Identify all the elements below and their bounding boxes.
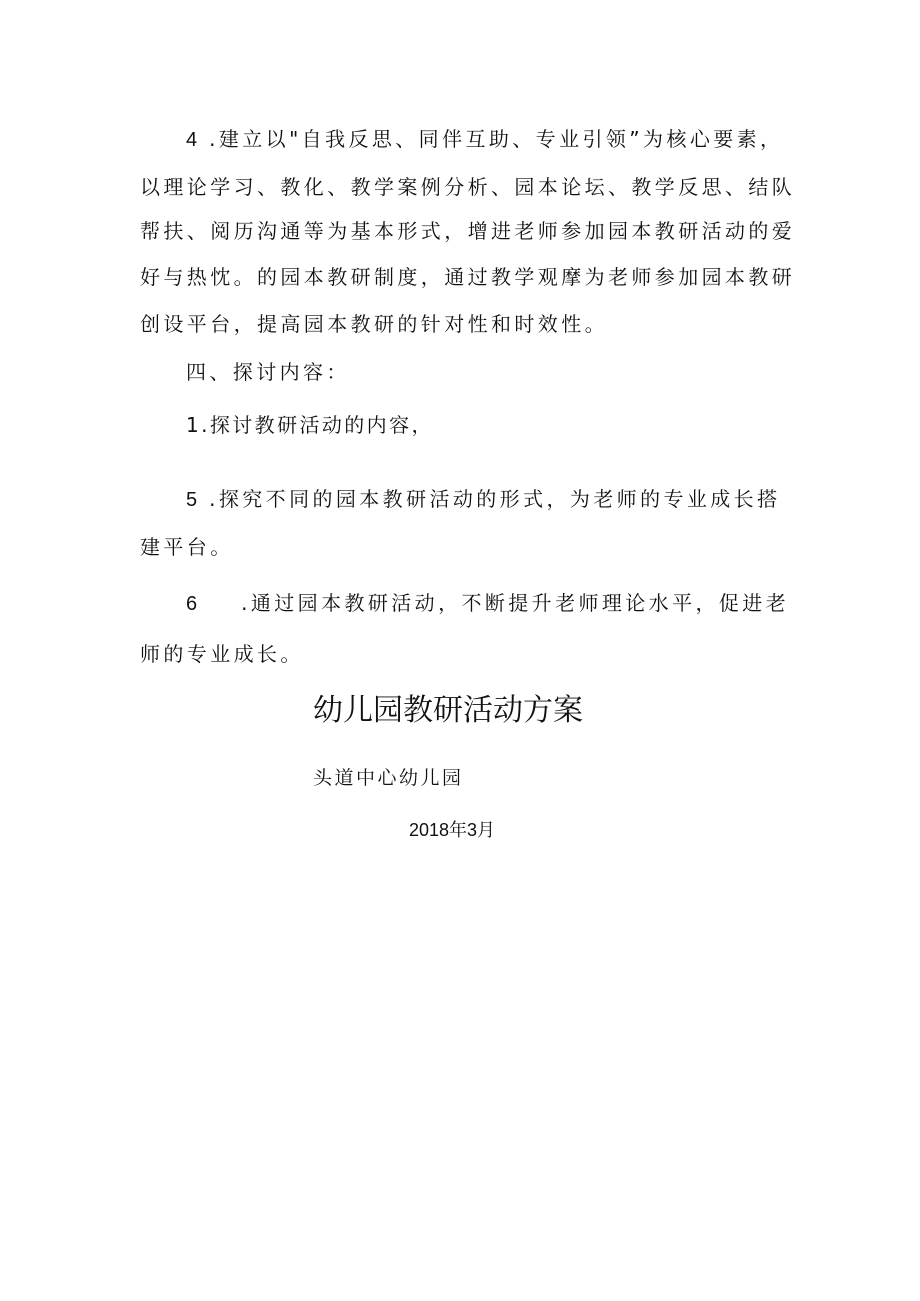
item6-line1 [186, 589, 789, 617]
item5-line2: 建平台。 [140, 535, 234, 559]
document-title: 幼儿园教研活动方案 [313, 693, 583, 728]
item5-number: 5 [186, 489, 198, 511]
item4-line5: 创设平台，提高园本教研的针对性和时效性。 [140, 312, 608, 336]
item6-text-line1: .通过园本教研活动，不断提升老师理论水平，促进老 [241, 591, 790, 615]
school-name: 头道中心幼儿园 [313, 767, 464, 789]
item1-line: 1.探讨教研活动的内容， [186, 413, 434, 437]
item6-line2: 师的专业成长。 [140, 642, 304, 666]
item5-line1 [186, 485, 780, 513]
item4-text-line1: .建立以"自我反思、同伴互助、专业引领”为核心要素， [209, 127, 784, 151]
section-heading: 四、探讨内容： [186, 360, 350, 384]
item4-line1 [186, 125, 783, 153]
item4-line3: 帮扶、阅历沟通等为基本形式，增进老师参加园本教研活动的爱 [140, 219, 796, 243]
document-date: 2018年3月 [409, 820, 496, 840]
item6-number: 6 [186, 593, 198, 615]
item4-line4: 好与热忱。的园本教研制度，通过教学观摩为老师参加园本教研 [140, 265, 796, 289]
item5-text-line1: .探究不同的园本教研活动的形式，为老师的专业成长搭 [209, 487, 781, 511]
item4-number: 4 [186, 129, 198, 151]
item4-line2: 以理论学习、教化、教学案例分析、园本论坛、教学反思、结队 [140, 175, 796, 199]
